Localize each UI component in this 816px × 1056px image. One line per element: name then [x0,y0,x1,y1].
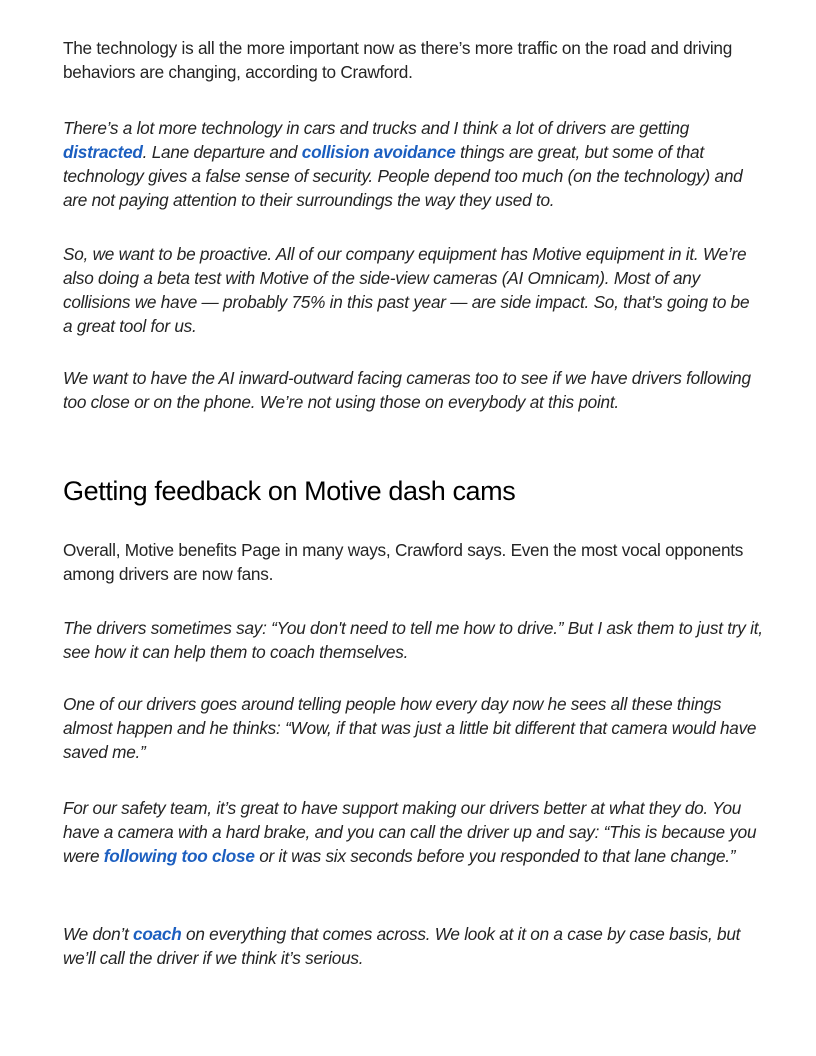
link-collision-avoidance[interactable]: collision avoidance [301,142,456,162]
quote-text: things are great, but some of that technology gives a false sense of security. People depend too much (on the technology) and are not paying attention to their surroundings the way they used to. [63,142,743,210]
link-following-too-close[interactable]: following too close [103,846,255,866]
quote-text: There’s a lot more technology in cars and trucks and I think a lot of drivers are getting [63,118,690,138]
link-coach[interactable]: coach [133,924,182,944]
paragraph-intro: The technology is all the more important now as there’s more traffic on the road and driving behaviors are changing, according to Crawford. [63,38,733,82]
quote-technology [63,116,763,212]
quote-proactive: So, we want to be proactive. All of our company equipment has Motive equipment in it. We’re also doing a beta test with Motive of the side-view cameras (AI Omnicam). Most of any collisions we have — probably 75% in this past year — are side impact. So, that’s going to be a great tool for us. [63,244,750,336]
quote-safety-team [63,796,763,868]
link-distracted[interactable]: distracted [63,142,143,162]
section-heading: Getting feedback on Motive dash cams [63,476,516,506]
quote-text: or it was six seconds before you responded to that lane change.” [254,846,736,866]
quote-text: . Lane departure and [142,142,302,162]
quote-coach [63,922,763,970]
quote-text: on everything that comes across. We look at it on a case by case basis, but we’ll call the driver if we think it’s serious. [63,924,741,968]
quote-text: We don’t [63,924,134,944]
quote-driver-story: One of our drivers goes around telling people how every day now he sees all these things almost happen and he thinks: “Wow, if that was just a little bit different that camera would have saved me.” [63,694,757,762]
quote-drivers-say: The drivers sometimes say: “You don't need to tell me how to drive.” But I ask them to just try it, see how it can help them to coach themselves. [63,618,763,662]
quote-inward-outward-cameras: We want to have the AI inward-outward facing cameras too to see if we have drivers following too close or on the phone. We’re not using those on everybody at this point. [63,368,751,412]
paragraph-overall: Overall, Motive benefits Page in many ways, Crawford says. Even the most vocal opponents among drivers are now fans. [63,540,744,584]
quote-text: For our safety team, it’s great to have support making our drivers better at what they do. You have a camera with a hard brake, and you can call the driver up and say: “This is because you were [63,798,757,866]
